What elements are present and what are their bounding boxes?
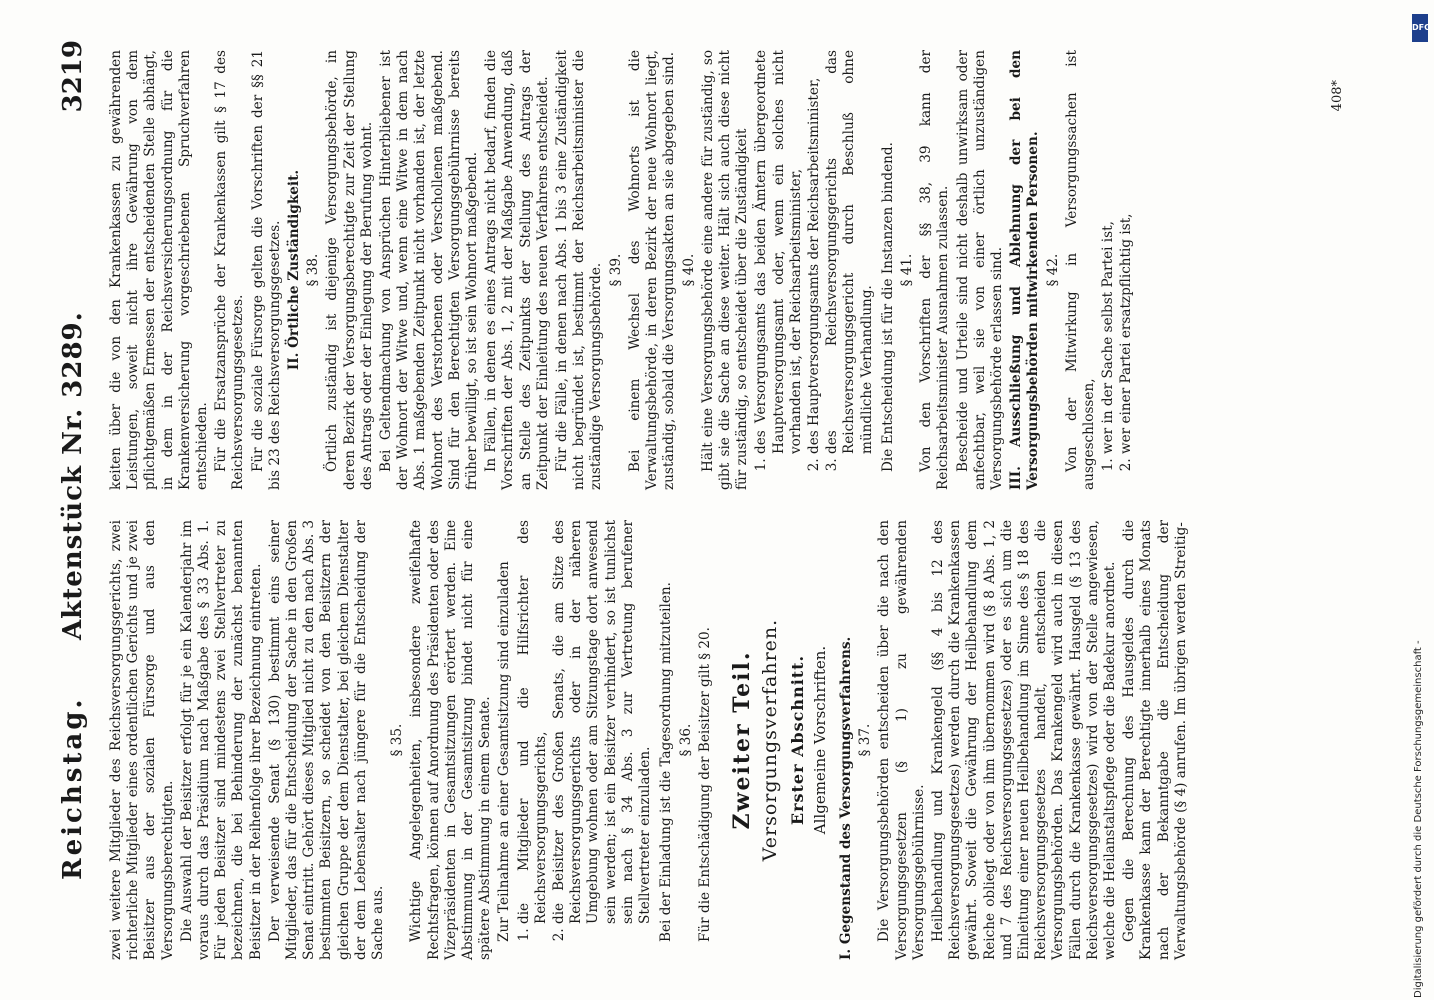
paragraph: Hält eine Versorgungsbehörde eine andere für zuständig, so gibt sie die Sache an diese weiter. Hält sich auch diese nicht für zuständig, so entscheidet über die Zuständigkeit <box>699 50 751 490</box>
header-aktenstueck: Aktenstück Nr. 3289. <box>58 311 88 640</box>
paragraph: Von den Vorschriften der §§ 38, 39 kann der Reichsarbeitsminister Ausnahmen zulassen. <box>918 50 952 490</box>
section-number-40: § 40. <box>680 253 697 287</box>
right-column <box>108 50 1140 490</box>
section-number-38: § 38. <box>305 253 322 287</box>
paragraph: Für die Entschädigung der Beisitzer gilt § 20. <box>696 627 713 942</box>
list-42 <box>1100 50 1135 472</box>
paragraph: Zur Teilnahme an einer Gesamtsitzung sind einzuladen <box>496 561 513 942</box>
digitization-note-text: Digitalisierung gefördert durch die Deutsche Forschungsgemeinschaft - <box>1413 640 1424 998</box>
paragraph: Der verweisende Senat (§ 130) bestimmt eins seiner Mitglieder, das für die Entscheidung der Sache in den Großen Senat eintritt. Gehört dieses Mitglied nicht zu den nach Abs. 3 bestimmten Beisitzern, so scheidet von den Beisitzern der gleichen Gruppe der dem Dienstalter, bei gleichem Dienstalter der dem Lebensalter nach jüngere für die Entscheidung der Sache aus. <box>266 520 387 960</box>
section-number-36: § 36. <box>677 723 694 757</box>
part-subtitle: Versorgungsverfahren. <box>758 618 781 862</box>
subsection-heading: III. Ausschließung und Ablehnung der bei den Versorgungsbehörden mitwirkenden Personen. <box>1008 50 1042 490</box>
section-number-42: § 42. <box>1044 253 1061 287</box>
left-column <box>108 520 1192 960</box>
paragraph: zwei weitere Mitglieder des Reichsversorgungsgerichts, zwei richterliche Mitglieder eines ordentlichen Gerichts und je zwei Beisitzer aus der sozialen Fürsorge und aus den Versorgungsberechtigten. <box>108 520 176 960</box>
paragraph: Für die Ersatzansprüche der Krankenkassen gilt § 17 des Reichsversorgungsgesetzes. <box>213 50 247 490</box>
section-subtitle: Allgemeine Vorschriften. <box>810 645 829 835</box>
section-number-39: § 39. <box>607 253 624 287</box>
page-header <box>58 30 98 970</box>
paragraph: Heilbehandlung und Krankengeld (§§ 4 bis 12 des Reichsversorgungsgesetzes) werden durch die Krankenkassen gewährt. Soweit die Gewährung der Heilbehandlung dem Reiche obliegt oder von ihm übernommen wird (§ 8 Abs. 1, 2 und 7 des Reichsversorgungsgesetzes) oder es sich um die Einleitung einer neuen Heilbehandlung im Sinne des § 18 des Reichsversorgungsgesetzes handelt, entscheiden die Versorgungsbehörden. Das Krankengeld wird auch in diesen Fällen durch die Krankenkasse gewährt. Hausgeld (§ 13 des Reichsversorgungsgesetzes) wird von der Stelle angewiesen, welche die Heilanstaltspflege oder die Badekur anordnet. <box>929 520 1118 960</box>
paragraph: In Fällen, in denen es eines Antrags nicht bedarf, finden die Vorschriften der Abs. 1, 2 mit der Maßgabe Anwendung, daß an Stelle des Zeitpunkts der Stellung des Antrags der Zeitpunkt der Einleitung des neuen Verfahrens entscheidet. <box>483 50 551 490</box>
part-title: Zweiter Teil. <box>728 650 755 830</box>
digitization-note <box>1410 8 1432 998</box>
paragraph: Örtlich zuständig ist diejenige Versorgungsbehörde, in deren Bezirk der Versorgungsberechtigte zur Zeit der Stellung des Antrags oder der Einlegung der Berufung wohnt. <box>324 50 375 490</box>
paragraph: Für die soziale Fürsorge gelten die Vorschriften der §§ 21 bis 23 des Reichsversorgungsgesetzes. <box>249 50 283 490</box>
page-mark: 408* <box>1330 80 1345 112</box>
subsection-heading: I. Gegenstand des Versorgungsverfahrens. <box>837 636 854 960</box>
list-item: 2. des Hauptversorgungsamts der Reichsarbeitsminister, <box>806 50 823 454</box>
paragraph: Bescheide und Urteile sind nicht deshalb unwirksam oder anfechtbar, weil sie von einer örtlich unzuständigen Versorgungsbehörde erlassen sind. <box>954 50 1005 490</box>
page-number: 3219 <box>58 40 88 113</box>
subsection-heading: II. Örtliche Zuständigkeit. <box>286 169 303 371</box>
paragraph: Die Entscheidung ist für die Instanzen bindend. <box>879 142 896 472</box>
section-number-37: § 37. <box>857 723 874 757</box>
paragraph: Die Versorgungsbehörden entscheiden über die nach den Versorgungsgesetzen (§ 1) zu gewährenden Versorgungsgebührnisse. <box>876 520 927 960</box>
paragraph: Für die Fälle, in denen nach Abs. 1 bis 3 eine Zuständigkeit nicht begründet ist, bestimmt der Reichsarbeitsminister die zuständige Versorgungsbehörde. <box>554 50 605 490</box>
list-item: 2. die Beisitzer des Großen Senats, die am Sitze des Reichsversorgungsgerichts oder in der näheren Umgebung wohnen oder am Sitzungstage dort anwesend sein werden; ist ein Beisitzer verhindert, so ist tunlichst sein nach § 34 Abs. 3 zur Vertretung berufener Stellvertreter einzuladen. <box>551 520 654 924</box>
list-40 <box>753 50 875 472</box>
section-number-41: § 41. <box>898 253 915 287</box>
list-item: 1. die Mitglieder und die Hilfsrichter des Reichsversorgungsgerichts, <box>516 520 550 924</box>
paragraph: Bei der Einladung ist die Tagesordnung mitzuteilen. <box>658 582 675 942</box>
list-item: 3. des Reichsversorgungsgerichts das Reichsversorgungsgericht durch Beschluß ohne mündliche Verhandlung. <box>824 50 876 454</box>
dfg-logo-icon: DFG <box>1412 14 1428 42</box>
paragraph: Von der Mitwirkung in Versorgungssachen ist ausgeschlossen, <box>1063 50 1097 490</box>
section-title: Erster Abschnitt. <box>787 654 807 826</box>
header-reichstag: Reichstag. <box>58 696 88 880</box>
list-item: 2. wer einer Partei ersatzpflichtig ist, <box>1118 50 1135 454</box>
paragraph: Die Auswahl der Beisitzer erfolgt für je ein Kalenderjahr im voraus durch das Präsidium nach Maßgabe des § 33 Abs. 1. Für jeden Beisitzer sind mindestens zwei Stellvertreter zu bezeichnen, die bei Behinderung der zunächst benannten Beisitzer in der Reihenfolge ihrer Bezeichnung eintreten. <box>178 520 264 960</box>
paragraph: keiten über die von den Krankenkassen zu gewährenden Leistungen, soweit nicht ihre Gewährung von dem pflichtgemäßen Ermessen der entscheidenden Stelle abhängt, in dem in der Reichsversicherungsordnung für die Krankenversicherung vorgeschriebenen Spruchverfahren entschieden. <box>108 50 211 490</box>
section-number-35: § 35. <box>389 723 406 757</box>
list-item: 1. wer in der Sache selbst Partei ist, <box>1100 50 1117 454</box>
paragraph: Bei einem Wechsel des Wohnorts ist die Verwaltungsbehörde, in deren Bezirk der neue Wohnort liegt, zuständig, sobald die Versorgungsakten an sie abgegeben sind. <box>626 50 678 490</box>
list-35 <box>516 520 655 942</box>
paragraph: Bei Geltendmachung von Ansprüchen Hinterbliebener ist der Wohnort der Witwe und, wenn eine Witwe in dem nach Abs. 1 maßgebenden Zeitpunkt nicht vorhanden ist, der letzte Wohnort des Verstorbenen oder Verschollenen maßgebend. Sind für den Berechtigten Versorgungsgebührnisse bereits früher bewilligt, so ist sein Wohnort maßgebend. <box>378 50 481 490</box>
list-item: 1. des Versorgungsamts das beiden Ämtern übergeordnete Hauptversorgungsamt oder, wenn ein solches nicht vorhanden ist, der Reichsarbeitsminister, <box>753 50 805 454</box>
paragraph: Gegen die Berechnung des Hausgeldes durch die Krankenkasse kann der Berechtigte innerhalb eines Monats nach der Bekanntgabe die Entscheidung der Verwaltungsbehörde (§ 4) anrufen. Im übrigen werden Streitig- <box>1121 520 1189 960</box>
paragraph: Wichtige Angelegenheiten, insbesondere zweifelhafte Rechtsfragen, können auf Anordnung des Präsidenten oder des Vizepräsidenten in Gesamtsitzungen erörtert werden. Eine Abstimmung in der Gesamtsitzung bindet nicht für eine spätere Abstimmung in einem Senate. <box>408 520 494 960</box>
